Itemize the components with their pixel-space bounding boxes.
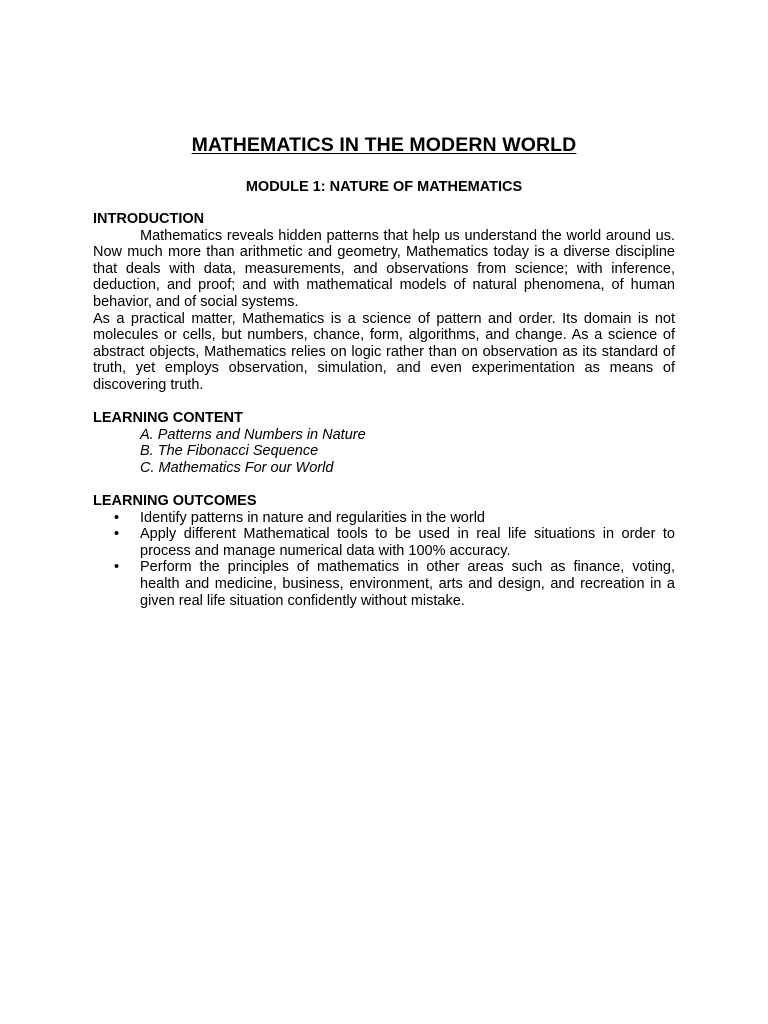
learning-outcome-item (93, 559, 675, 609)
learning-content-item-c: C. Mathematics For our World (140, 459, 334, 476)
learning-outcomes-heading: LEARNING OUTCOMES (93, 493, 257, 510)
document-title: MATHEMATICS IN THE MODERN WORLD (191, 134, 577, 156)
module-title: MODULE 1: NATURE OF MATHEMATICS (245, 179, 523, 195)
learning-content-heading: LEARNING CONTENT (93, 410, 243, 427)
learning-outcomes-list (93, 510, 675, 610)
learning-content-list (93, 427, 675, 477)
bullet-icon: • (114, 509, 120, 526)
learning-outcome-item (93, 510, 675, 527)
introduction-paragraph-1: Mathematics reveals hidden patterns that help us understand the world around us. Now much more than arithmetic and geometry, Mathematics today is a diverse discipline that deals with data, measurements, and observations from science; with inference, deduction, and proof; and with mathematical models of natural phenomena, of human behavior, and of social systems. (93, 227, 675, 310)
bullet-icon: • (114, 559, 120, 576)
section-spacer (93, 394, 675, 411)
learning-outcome-text: Identify patterns in nature and regularities in the world (140, 509, 485, 526)
learning-content-item-b: B. The Fibonacci Sequence (140, 443, 319, 460)
bullet-icon: • (114, 526, 120, 543)
learning-outcome-text: Apply different Mathematical tools to be used in real life situations in order to process and manage numerical data with 100% accuracy. (140, 526, 675, 559)
introduction-heading: INTRODUCTION (93, 211, 205, 227)
learning-content-item-a: A. Patterns and Numbers in Nature (140, 426, 366, 443)
learning-outcome-item (93, 526, 675, 559)
section-spacer (93, 477, 675, 494)
document-body (93, 211, 675, 609)
learning-outcome-text: Perform the principles of mathematics in other areas such as finance, voting, health and medicine, business, environment, arts and design, and recreation in a given real life situation confidently without mistake. (140, 559, 675, 609)
introduction-paragraph-2: As a practical matter, Mathematics is a science of pattern and order. Its domain is not molecules or cells, but numbers, chance, form, algorithms, and change. As a science of abstract objects, Mathematics relies on logic rather than on observation as its standard of truth, yet employs observation, simulation, and even experimentation as means of discovering truth. (93, 310, 675, 393)
